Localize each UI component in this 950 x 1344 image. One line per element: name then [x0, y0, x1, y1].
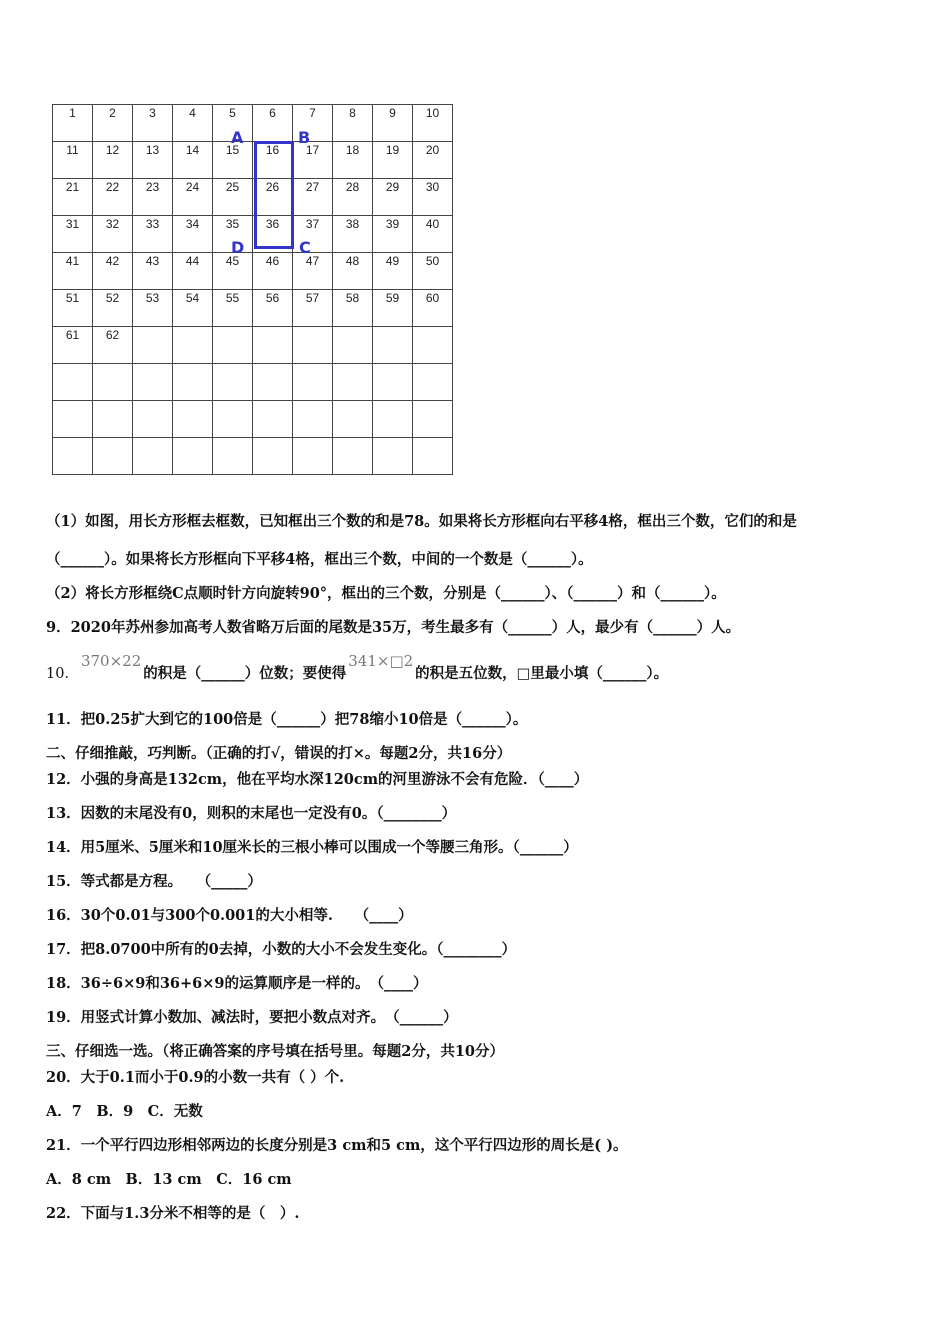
question-18: 18．36÷6×9和36+6×9的运算顺序是一样的。 （____）: [46, 975, 428, 992]
grid-cell: 49: [373, 253, 413, 290]
grid-cell: 45: [213, 253, 253, 290]
rectangle-frame: [254, 141, 294, 249]
question-17: 17．把8.0700中所有的0去掉，小数的大小不会发生变化。（________）: [46, 941, 517, 958]
grid-cell: 51: [53, 290, 93, 327]
grid-cell: [213, 401, 253, 438]
grid-cell: 3: [133, 105, 173, 142]
corner-label-b: B: [298, 128, 311, 147]
grid-cell: [293, 401, 333, 438]
grid-cell: [53, 438, 93, 475]
grid-cell: 37: [293, 216, 333, 253]
grid-cell: 12: [93, 142, 133, 179]
grid-cell: 27: [293, 179, 333, 216]
grid-cell: 5: [213, 105, 253, 142]
grid-cell: [173, 438, 213, 475]
grid-cell: [373, 327, 413, 364]
grid-cell: [373, 364, 413, 401]
grid-cell: [413, 364, 453, 401]
question-9: 9．2020年苏州参加高考人数省略万后面的尾数是35万，考生最多有（______）人，最少有（______）人。: [46, 619, 741, 636]
grid-cell: 57: [293, 290, 333, 327]
grid-cell: 41: [53, 253, 93, 290]
grid-cell: 1: [53, 105, 93, 142]
question-19: 19．用竖式计算小数加、减法时，要把小数点对齐。 （______）: [46, 1009, 458, 1026]
grid-cell: [93, 364, 133, 401]
grid-cell: 29: [373, 179, 413, 216]
grid-cell: 16: [253, 142, 293, 179]
grid-cell: 28: [333, 179, 373, 216]
grid-cell: 6: [253, 105, 293, 142]
grid-cell: [133, 364, 173, 401]
question-10-number: 10．: [46, 666, 79, 682]
grid-cell: [333, 327, 373, 364]
grid-cell: [93, 438, 133, 475]
grid-cell: 58: [333, 290, 373, 327]
grid-cell: 40: [413, 216, 453, 253]
question-10-middle: 的积是（______）位数；要使得: [143, 665, 347, 682]
math-expression-2: 341×□2: [348, 652, 414, 670]
grid-cell: 59: [373, 290, 413, 327]
grid-cell: 8: [333, 105, 373, 142]
grid-row: [53, 401, 453, 438]
grid-cell: 33: [133, 216, 173, 253]
corner-label-a: A: [231, 128, 244, 147]
grid-cell: 46: [253, 253, 293, 290]
grid-cell: [413, 401, 453, 438]
grid-cell: [133, 327, 173, 364]
grid-cell: [373, 438, 413, 475]
grid-cell: 62: [93, 327, 133, 364]
grid-row: [53, 253, 453, 290]
grid-cell: 23: [133, 179, 173, 216]
question-11: 11．把0.25扩大到它的100倍是（______）把78缩小10倍是（______）。: [46, 711, 528, 728]
grid-row: [53, 179, 453, 216]
grid-cell: 25: [213, 179, 253, 216]
grid-cell: 30: [413, 179, 453, 216]
grid-cell: 47: [293, 253, 333, 290]
grid-cell: [293, 364, 333, 401]
grid-cell: 26: [253, 179, 293, 216]
section-2-heading: 二、仔细推敲，巧判断。（正确的打√，错误的打×。每题2分，共16分）: [46, 745, 512, 762]
grid-cell: [253, 364, 293, 401]
grid-cell: 24: [173, 179, 213, 216]
question-8-part-1-cont: （______）。如果将长方形框向下平移4格，框出三个数，中间的一个数是（______）。: [46, 551, 593, 568]
grid-row: [53, 290, 453, 327]
grid-cell: 60: [413, 290, 453, 327]
grid-row: [53, 327, 453, 364]
grid-cell: 52: [93, 290, 133, 327]
grid-cell: [53, 401, 93, 438]
grid-cell: [293, 438, 333, 475]
grid-cell: 21: [53, 179, 93, 216]
grid-cell: 15: [213, 142, 253, 179]
grid-cell: 2: [93, 105, 133, 142]
grid-cell: 44: [173, 253, 213, 290]
question-12: 12．小强的身高是132cm，他在平均水深120cm的河里游泳不会有危险．（____）: [46, 771, 589, 788]
grid-cell: [213, 364, 253, 401]
grid-cell: 56: [253, 290, 293, 327]
grid-cell: 50: [413, 253, 453, 290]
question-21: 21．一个平行四边形相邻两边的长度分别是3 cm和5 cm，这个平行四边形的周长是( )。: [46, 1137, 628, 1154]
grid-cell: [173, 401, 213, 438]
grid-row: [53, 216, 453, 253]
grid-row: [53, 142, 453, 179]
grid-cell: 48: [333, 253, 373, 290]
grid-cell: 54: [173, 290, 213, 327]
grid-cell: [413, 327, 453, 364]
grid-cell: 20: [413, 142, 453, 179]
grid-cell: [333, 401, 373, 438]
grid-cell: 10: [413, 105, 453, 142]
question-22: 22．下面与1.3分米不相等的是（ ）.: [46, 1205, 300, 1222]
grid-cell: 36: [253, 216, 293, 253]
grid-cell: [213, 327, 253, 364]
grid-cell: 35: [213, 216, 253, 253]
question-14: 14．用5厘米、5厘米和10厘米长的三根小棒可以围成一个等腰三角形。（______）: [46, 839, 578, 856]
question-10: [46, 652, 669, 683]
grid-cell: [253, 401, 293, 438]
question-21-options: A．8 cm B．13 cm C．16 cm: [46, 1171, 292, 1188]
grid-row: [53, 438, 453, 475]
grid-cell: [173, 364, 213, 401]
grid-cell: 22: [93, 179, 133, 216]
grid-cell: 53: [133, 290, 173, 327]
grid-row: [53, 105, 453, 142]
grid-cell: 34: [173, 216, 213, 253]
grid-cell: [413, 438, 453, 475]
grid-cell: 31: [53, 216, 93, 253]
corner-label-d: D: [231, 238, 245, 257]
grid-cell: [213, 438, 253, 475]
grid-cell: [293, 327, 333, 364]
question-20-options: A．7 B．9 C．无数: [46, 1103, 203, 1120]
question-10-end: 的积是五位数，□里最小填（______）。: [415, 665, 669, 682]
question-16: 16．30个0.01与300个0.001的大小相等. （____）: [46, 907, 413, 924]
question-15: 15．等式都是方程。 （_____）: [46, 873, 262, 890]
grid-cell: [173, 327, 213, 364]
grid-cell: [333, 364, 373, 401]
grid-cell: 38: [333, 216, 373, 253]
grid-cell: 7: [293, 105, 333, 142]
grid-cell: 43: [133, 253, 173, 290]
number-grid: [52, 104, 453, 475]
grid-cell: [333, 438, 373, 475]
grid-table: [52, 104, 453, 475]
grid-cell: 9: [373, 105, 413, 142]
grid-cell: [133, 438, 173, 475]
grid-cell: [373, 401, 413, 438]
grid-cell: 13: [133, 142, 173, 179]
grid-cell: [253, 438, 293, 475]
question-13: 13．因数的末尾没有0，则积的末尾也一定没有0。（________）: [46, 805, 457, 822]
question-8-part-2: （2）将长方形框绕C点顺时针方向旋转90°，框出的三个数，分别是（______）、（______）和（______）。: [46, 585, 726, 602]
question-8-part-1: （1）如图，用长方形框去框数，已知框出三个数的和是78。如果将长方形框向右平移4格，框出三个数，它们的和是: [46, 513, 797, 530]
grid-cell: 55: [213, 290, 253, 327]
grid-cell: 14: [173, 142, 213, 179]
grid-cell: [53, 364, 93, 401]
section-3-heading: 三、仔细选一选。（将正确答案的序号填在括号里。每题2分，共10分）: [46, 1043, 505, 1060]
math-expression-1: 370×22: [80, 652, 142, 670]
grid-row: [53, 364, 453, 401]
corner-label-c: C: [299, 238, 311, 257]
grid-cell: 42: [93, 253, 133, 290]
grid-cell: 11: [53, 142, 93, 179]
grid-cell: 19: [373, 142, 413, 179]
grid-cell: [253, 327, 293, 364]
grid-cell: 32: [93, 216, 133, 253]
grid-cell: 4: [173, 105, 213, 142]
question-20: 20．大于0.1而小于0.9的小数一共有（ ）个.: [46, 1069, 345, 1086]
grid-cell: 39: [373, 216, 413, 253]
grid-cell: 17: [293, 142, 333, 179]
grid-cell: [93, 401, 133, 438]
grid-cell: 18: [333, 142, 373, 179]
grid-cell: [133, 401, 173, 438]
grid-cell: 61: [53, 327, 93, 364]
